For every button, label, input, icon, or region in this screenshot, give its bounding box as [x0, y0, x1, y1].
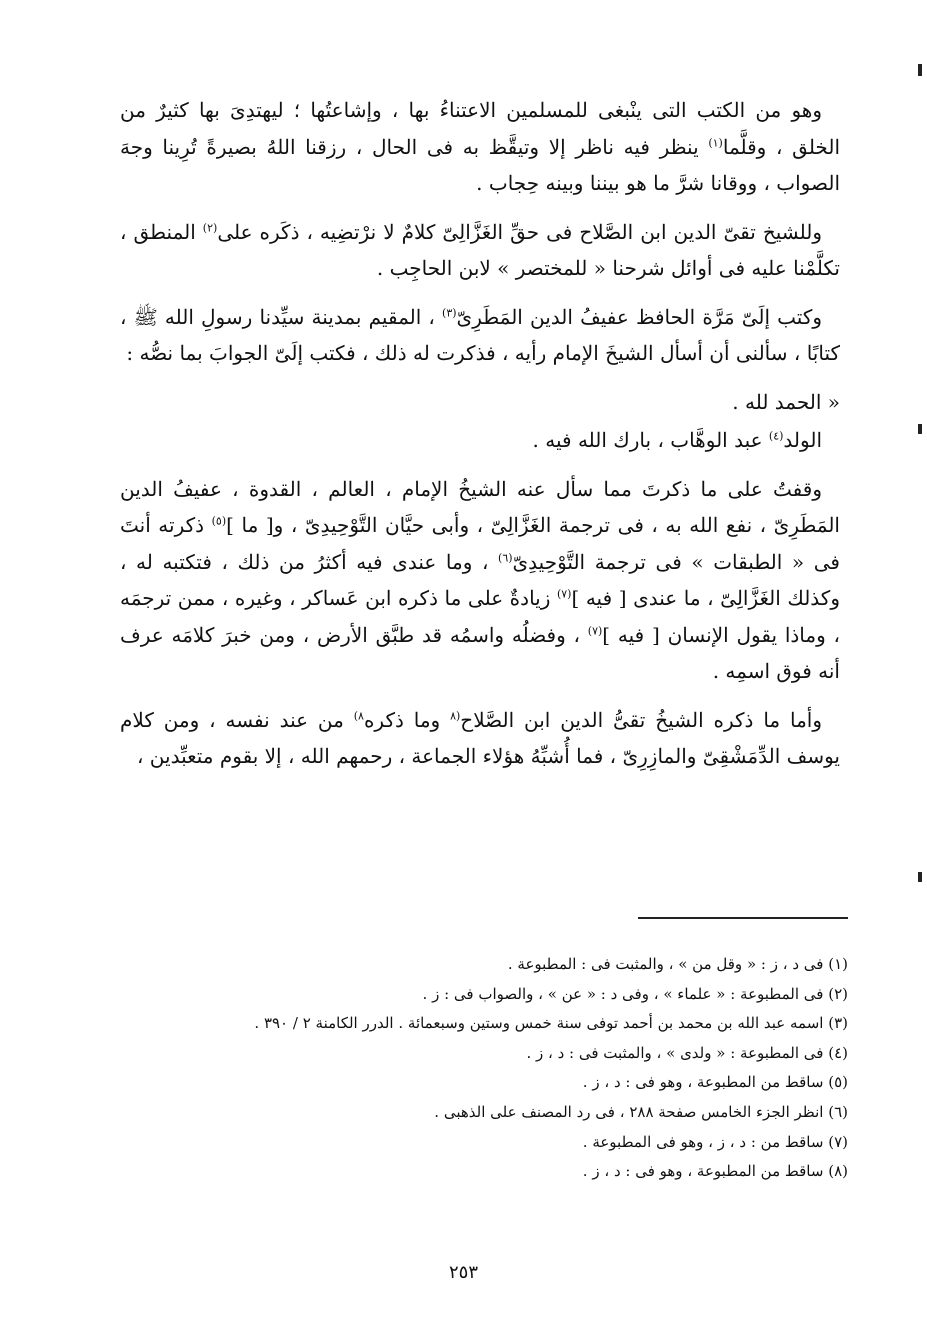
footnote-ref: ٨): [353, 708, 364, 722]
footnote-item: (٢) فى المطبوعة : « علماء » ، وفى د : « عن » ، والصواب فى : ز .: [422, 984, 848, 1003]
footnotes: [120, 950, 848, 1187]
paragraph: [120, 422, 840, 459]
footnote-item: (٤) فى المطبوعة : « ولدى » ، والمثبت فى : د ، ز .: [526, 1043, 848, 1062]
paragraph: [120, 92, 840, 202]
page-number: ٢٥٣: [448, 1262, 478, 1283]
paragraph: [120, 702, 840, 775]
paragraph: [120, 471, 840, 690]
text-run: « الحمد لله .: [732, 389, 840, 414]
footnote-ref: (١): [708, 135, 723, 149]
footnote-item: (٥) ساقط من المطبوعة ، وهو فى : د ، ز .: [582, 1073, 848, 1092]
right-margin-mark-top: [918, 64, 922, 76]
right-margin-mark-middle: [918, 424, 922, 434]
text-run: زيادةٌ على ما ذكره ابن عَساكر ، وغيره ، ممن ترجمَه ، وماذا يقول الإنسان [ فيه ]: [120, 586, 840, 647]
main-text: [120, 92, 840, 787]
text-run: ينظر فيه ناظر إلا وتيقَّظ به فى الحال ، رزقنا اللهُ بصيرةً تُرِينا وجهَ الصواب ، ووقانا شرَّ ما هو بيننا وبينه حِجاب .: [120, 134, 840, 195]
footnote-ref: (٦): [498, 550, 513, 564]
footnote-ref: (٥): [211, 514, 227, 528]
footnote-item: (٦) انظر الجزء الخامس صفحة ٢٨٨ ، فى رد المصنف على الذهبى .: [434, 1102, 848, 1121]
footnote-ref: (٤): [768, 429, 784, 443]
footnote-ref: (٢): [202, 220, 218, 234]
text-run: ذكرته أنتَ فى « الطبقات » فى ترجمة التَّوْحِيدِىّ: [120, 513, 840, 574]
text-run: ، المقيم بمدينة سيِّدنا رسولِ الله ﷺ ، كتابًا ، سألنى أن أسأل الشيخَ الإمام رأيه ، فذكرت له ذلك ، فكتب إلَىّ الجوابَ بما نصُّه :: [120, 304, 840, 365]
text-run: من عند نفسه ، ومن كلام يوسف الدِّمَشْقِىّ والمازِرِىّ ، فما أُشبِّهُ هؤلاء الجماعة ، رحمهم الله ، إلا بقوم متعبِّدين ،: [120, 707, 840, 768]
text-run: وقفتُ على ما ذكرتَ مما سأل عنه الشيخُ الإمام ، العالم ، القدوة ، عفيفُ الدين المَطَرِىّ ، نفع الله به ، فى ترجمة الغَزَّالِىّ ، وأبى حيَّان التَّوْحِيدِىّ ، و[ ما ]: [120, 476, 840, 537]
footnote-ref: (٧): [556, 587, 572, 601]
text-run: وهو من الكتب التى ينْبغى للمسلمين الاعتناءُ بها ، وإشاعتُها ؛ ليهتدِىَ بها كثيرٌ من الخلق ، وقلَّما: [120, 98, 840, 159]
footnote-item: (٧) ساقط من : د ، ز ، وهو فى المطبوعة .: [582, 1132, 848, 1151]
paragraph: [120, 214, 840, 287]
footnote-item: (١) فى د ، ز : « وقل من » ، والمثبت فى : المطبوعة .: [507, 955, 848, 973]
footnote-item: (٨) ساقط من المطبوعة ، وهو فى : د ، ز .: [582, 1162, 848, 1181]
paragraph: [120, 384, 840, 421]
paragraph: [120, 299, 840, 372]
footnote-item: (٣) اسمه عبد الله بن محمد بن أحمد توفى سنة خمس وستين وسبعمائة . الدرر الكامنة ٢ / ٣٩٠ .: [254, 1014, 848, 1033]
footnote-ref: (٨: [450, 708, 461, 722]
text-run: عبد الوهَّاب ، بارك الله فيه .: [532, 428, 769, 452]
text-run: الولد: [783, 428, 822, 452]
text-run: المنطق ، تكلَّمْنا عليه فى أوائل شرحنا « للمختصر » لابن الحاجِب .: [120, 219, 840, 280]
footnote-separator: [638, 917, 848, 919]
text-run: وللشيخ تقىّ الدين ابن الصَّلاح فى حقِّ الغَزَّالِىّ كلامٌ لا نرْتضِيه ، ذكَره على: [217, 219, 822, 244]
footnote-ref: (٣): [442, 305, 457, 319]
text-run: وكتب إلَىّ مَرَّة الحافظ عفيفُ الدين المَطَرِىّ: [456, 304, 823, 329]
text-run: وما ذكره: [363, 707, 451, 732]
right-margin-mark-bottom: [918, 872, 922, 882]
footnote-ref: (٧): [587, 623, 603, 637]
text-run: وأما ما ذكره الشيخُ تقىُّ الدين ابن الصَّلاح: [460, 707, 823, 732]
text-run: ، وما عندى فيه أكثرُ من ذلك ، فتكتبه له ، وكذلك الغَزَّالِىّ ، ما عندى [ فيه ]: [120, 549, 840, 610]
text-run: ، وفضلُه واسمُه قد طبَّق الأرض ، ومن خبرَ كلامَه عرف أنه فوق اسمِه .: [120, 622, 840, 683]
